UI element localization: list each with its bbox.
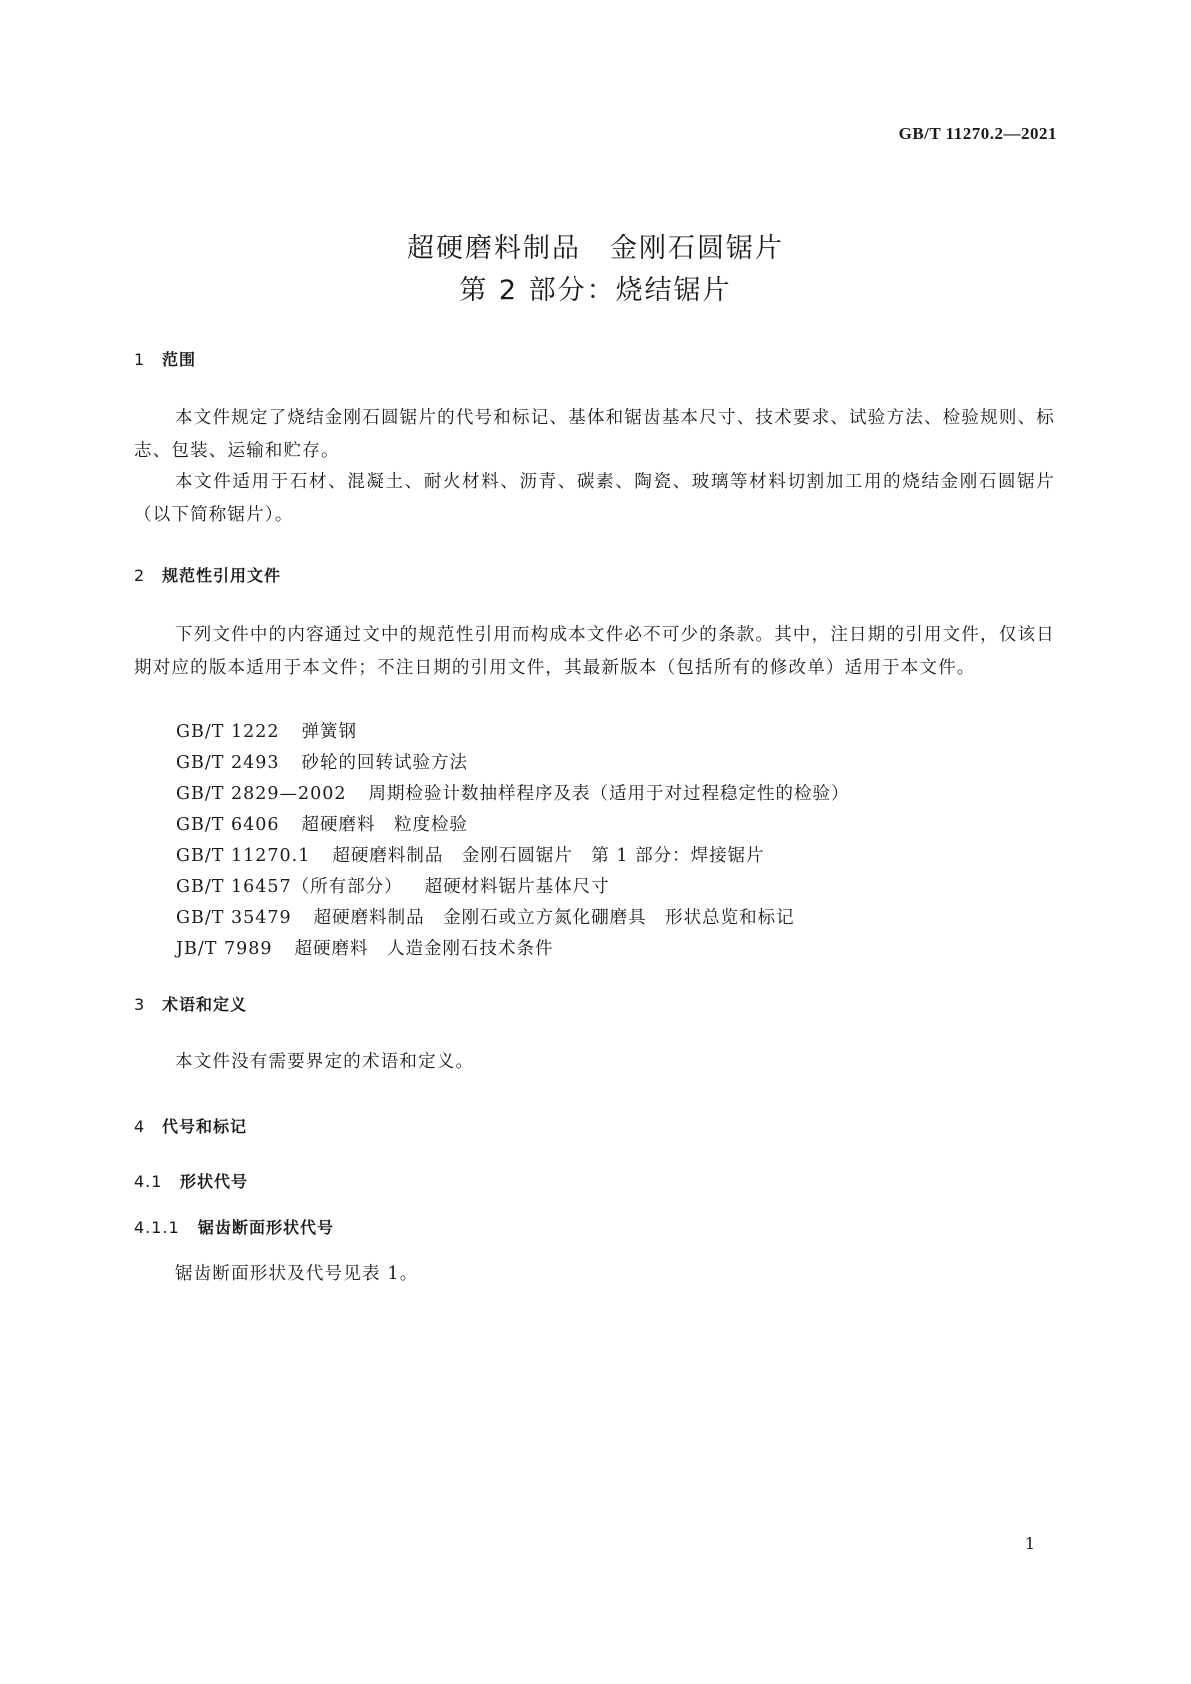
reference-code: GB/T 2493 — [176, 753, 280, 773]
scope-paragraph-2: 本文件适用于石材、混凝土、耐火材料、沥青、碳素、陶瓷、玻璃等材料切割加工用的烧结金刚石圆锯片（以下简称锯片）。 — [134, 472, 1055, 525]
section-1-heading — [134, 347, 196, 370]
reference-code: GB/T 6406 — [176, 815, 280, 835]
section-3-heading — [134, 992, 247, 1015]
section-number: 2 — [134, 566, 146, 585]
section-4-heading — [134, 1114, 247, 1137]
section-title: 锯齿断面形状代号 — [198, 1218, 335, 1237]
reference-title: 超硬材料锯片基体尺寸 — [424, 877, 610, 897]
reference-item — [176, 904, 795, 929]
section-number: 1 — [134, 350, 146, 369]
standard-code: GB/T 11270.2—2021 — [898, 124, 1057, 143]
reference-item — [176, 873, 610, 898]
reference-item — [176, 780, 850, 805]
normative-paragraph: 下列文件中的内容通过文中的规范性引用而构成本文件必不可少的条款。其中，注日期的引用文件，仅该日期对应的版本适用于本文件；不注日期的引用文件，其最新版本（包括所有的修改单）适用于本文件。 — [134, 625, 1055, 678]
section-title: 形状代号 — [180, 1172, 249, 1191]
section-title: 术语和定义 — [162, 995, 248, 1014]
section-4-1-1-heading — [134, 1215, 334, 1238]
reference-code: GB/T 11270.1 — [176, 846, 311, 866]
reference-title: 周期检验计数抽样程序及表（适用于对过程稳定性的检验） — [368, 784, 850, 804]
section-title: 范围 — [162, 350, 197, 369]
reference-code: JB/T 7989 — [176, 939, 273, 959]
section-2-heading — [134, 563, 281, 586]
section-number: 4.1.1 — [134, 1218, 180, 1237]
reference-item — [176, 749, 468, 774]
section-title: 代号和标记 — [162, 1117, 248, 1136]
reference-title: 超硬磨料 粒度检验 — [301, 815, 469, 835]
section-number: 3 — [134, 995, 146, 1014]
document-title-line-1: 超硬磨料制品 金刚石圆锯片 — [407, 233, 784, 264]
page-number: 1 — [1024, 1534, 1035, 1553]
section-number: 4.1 — [134, 1172, 163, 1191]
terms-paragraph: 本文件没有需要界定的术语和定义。 — [175, 1052, 475, 1072]
reference-item — [176, 811, 468, 836]
shape-code-paragraph: 锯齿断面形状及代号见表 1。 — [175, 1264, 419, 1284]
reference-item — [176, 718, 357, 743]
reference-item — [176, 842, 765, 867]
reference-code: GB/T 2829—2002 — [176, 784, 347, 804]
section-4-1-heading — [134, 1169, 248, 1192]
reference-title: 超硬磨料 人造金刚石技术条件 — [294, 939, 554, 959]
document-title-line-2: 第 2 部分：烧结锯片 — [459, 275, 732, 306]
reference-code: GB/T 1222 — [176, 722, 280, 742]
reference-code: GB/T 35479 — [176, 908, 292, 928]
reference-title: 弹簧钢 — [301, 722, 358, 742]
reference-title: 超硬磨料制品 金刚石或立方氮化硼磨具 形状总览和标记 — [313, 908, 795, 928]
reference-code: GB/T 16457（所有部分） — [176, 877, 403, 897]
reference-title: 砂轮的回转试验方法 — [301, 753, 469, 773]
reference-item — [176, 935, 554, 960]
reference-title: 超硬磨料制品 金刚石圆锯片 第 1 部分：焊接锯片 — [332, 846, 765, 866]
section-title: 规范性引用文件 — [162, 566, 282, 585]
scope-paragraph-1: 本文件规定了烧结金刚石圆锯片的代号和标记、基体和锯齿基本尺寸、技术要求、试验方法、检验规则、标志、包装、运输和贮存。 — [134, 408, 1055, 461]
section-number: 4 — [134, 1117, 146, 1136]
